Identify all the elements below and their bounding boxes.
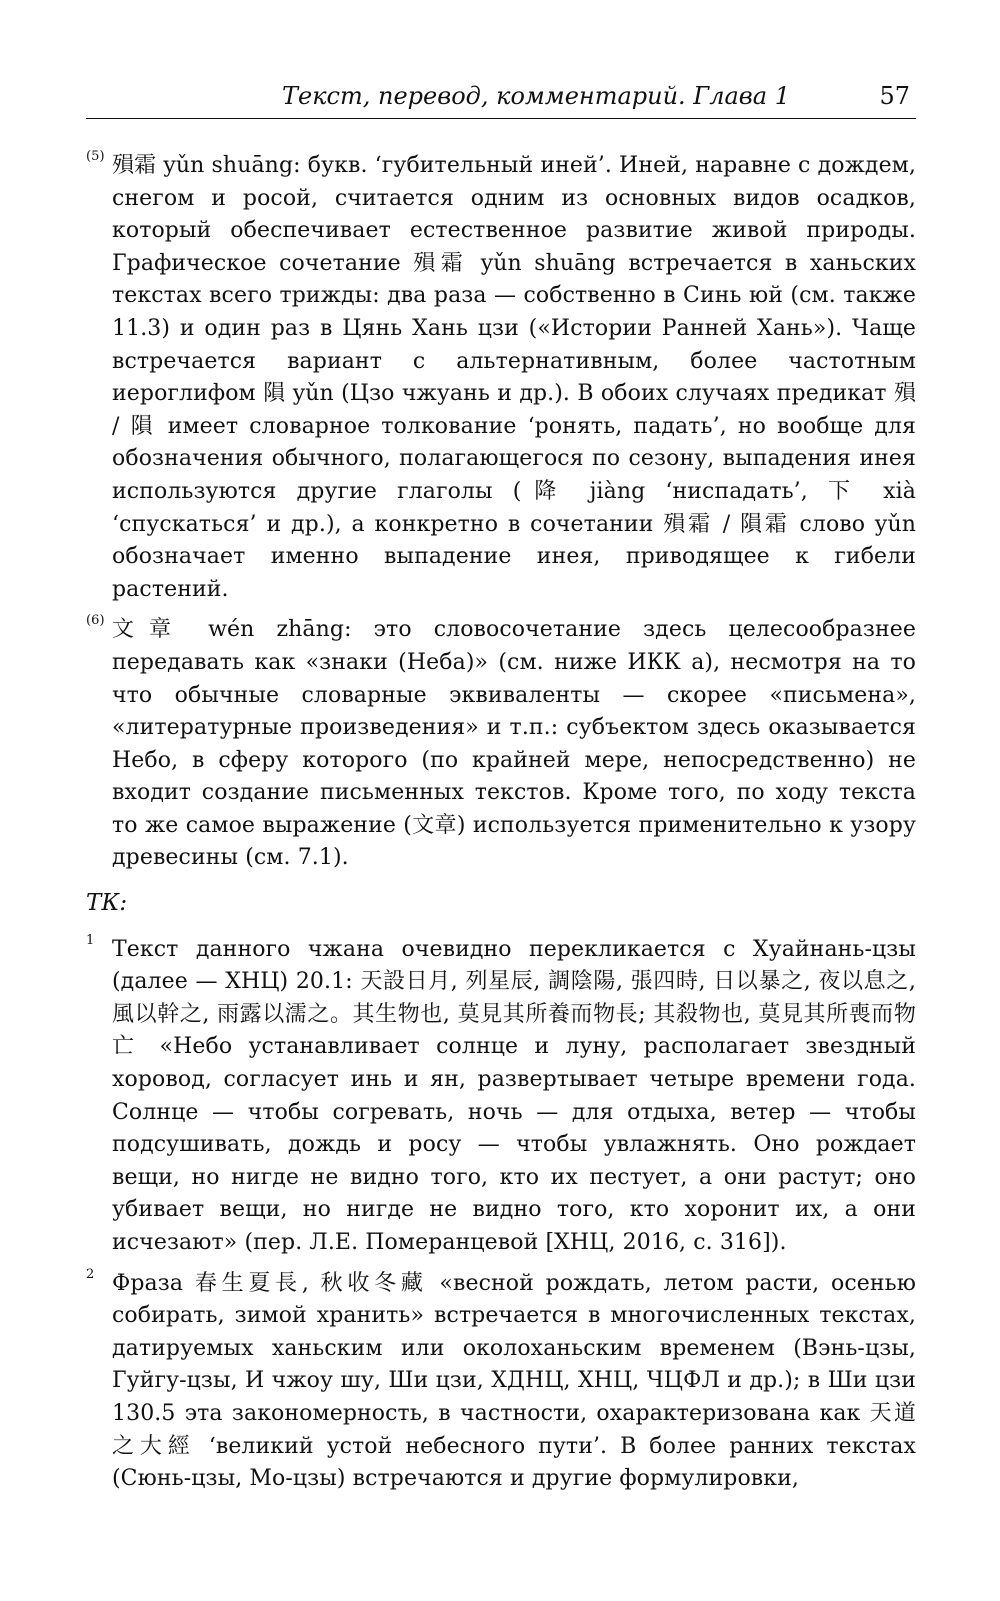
tk-note-text: Текст данного чжана очевидно перекликается с Хуайнань-цзы (далее — ХНЦ) 20.1: 天設日月, 列星辰, 調陰陽, 張四時, 日以暴之, 夜以息之, 風以幹之, 雨露以濡之。其生物也, 莫見其所養而物長; 其殺物也, 莫見其所喪而物亡 «Небо устанавливает солнце и луну, располагает звездный хоровод, согласует инь и ян, развертывает четыре времени года. Солнце — чтобы согревать, ночь — для отдыха, ветер — чтобы подсушивать, дождь и росу — чтобы увлажнять. Оно рождает вещи, но нигде не видно того, кто их пестует, а они растут; оно убивает вещи, но нигде не видно того, кто хоронит их, а они исчезают» (пер. Л.Е. Померанцевой [ХНЦ, 2016, с. 316]). xyxy=(112,936,916,1255)
footnote-text: 殞霜 yǔn shuāng: букв. ‘губительный иней’. Иней, наравне с дождем, снегом и росой, считается одним из основных видов осадков, который обеспечивает естественное развитие живой природы. Графическое сочетание 殞霜 yǔn shuāng встречается в ханьских текстах всего трижды: два раза — собственно в Синь юй (см. также 11.3) и один раз в Цянь Хань цзи («Истории Ранней Хань»). Чаще встречается вариант с альтернативным, более частотным иероглифом 隕 yǔn (Цзо чжуань и др.). В обоих случаях предикат 殞 / 隕 имеет словарное толкование ‘ронять, падать’, но вообще для обозначения обычного, полагающегося по сезону, выпадения инея используются другие глаголы (降 jiàng ‘ниспадать’, 下 xià ‘спускаться’ и др.), а конкретно в сочетании 殞霜 / 隕霜 слово yǔn обозначает именно выпадение инея, приводящее к гибели растений. xyxy=(112,153,916,602)
tk-note-marker: 1 xyxy=(86,932,95,948)
page-number: 57 xyxy=(879,82,910,110)
tk-note-text: Фраза 春生夏長, 秋收冬藏 «весной рождать, летом расти, осенью собирать, зимой хранить» встречается в многочисленных текстах, датируемых ханьским или околоханьским временем (Вэнь-цзы, Гуйгу-цзы, И чжоу шу, Ши цзи, ХДНЦ, ХНЦ, ЧЦФЛ и др.); в Ши цзи 130.5 эта закономерность, в частности, охарактеризована как 天道之大經 ‘великий устой небесного пути’. В более ранних текстах (Сюнь-цзы, Мо-цзы) встречаются и другие формулировки, xyxy=(112,1270,916,1492)
footnote-6 xyxy=(86,614,916,875)
footnote-text: 文章 wén zhāng: это словосочетание здесь целесообразнее передавать как «знаки (Неба)» (см. ниже ИКК а), несмотря на то что обычные словарные эквиваленты — скорее «письмена», «литературные произведения» и т.п.: субъектом здесь оказывается Небо, в сферу которого (по крайней мере, непосредственно) не входит создание письменных текстов. Кроме того, по ходу текста то же самое выражение (文章) используется применительно к узору древесины (см. 7.1). xyxy=(112,617,916,871)
footnote-5 xyxy=(86,150,916,606)
tk-note-2 xyxy=(86,1268,916,1496)
tk-note-1 xyxy=(86,934,916,1260)
tk-note-marker: 2 xyxy=(86,1266,95,1282)
footnote-marker: (5) xyxy=(86,149,105,164)
footnote-marker: (6) xyxy=(86,613,105,629)
chapter-title: Текст, перевод, комментарий. Глава 1 xyxy=(282,82,790,110)
page-body xyxy=(86,150,916,1504)
section-label-tk: ТК: xyxy=(86,890,128,917)
running-header xyxy=(86,78,916,119)
